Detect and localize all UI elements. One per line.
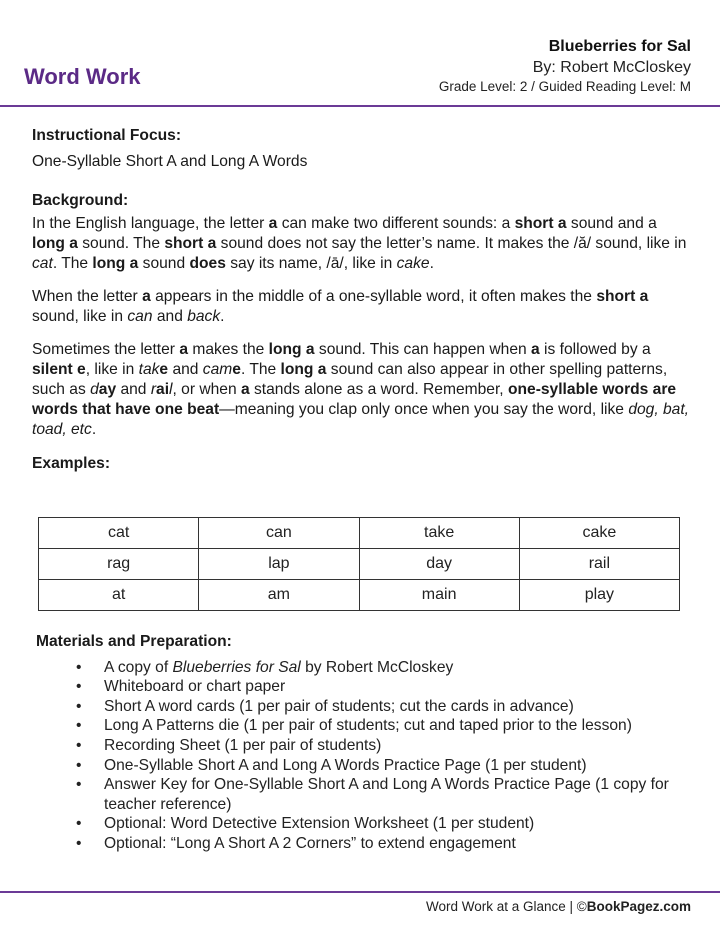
brand-name: BookPagez.com bbox=[586, 899, 691, 914]
footer-divider bbox=[0, 891, 720, 893]
table-cell: lap bbox=[199, 549, 359, 580]
examples-table bbox=[38, 517, 680, 611]
table-cell: at bbox=[39, 580, 199, 611]
table-row bbox=[39, 518, 680, 549]
table-cell: can bbox=[199, 518, 359, 549]
table-cell: cake bbox=[519, 518, 679, 549]
bullet: • bbox=[76, 678, 82, 696]
examples-heading: Examples: bbox=[32, 455, 111, 472]
list-item: • Optional: “Long A Short A 2 Corners” to extend engagement bbox=[76, 834, 516, 852]
list-item: • Whiteboard or chart paper bbox=[76, 678, 286, 696]
background-paragraph-3: Sometimes the letter a makes the long a sound. This can happen when a is followed by a silent e, like in take and came. The long a sound can also appear in other spelling patterns, such as day and rail, or when a stands alone as a word. Remember, one-syllable words are words that have one beat—meaning you clap only once when you say the word, like dog, bat, toad, etc. bbox=[32, 341, 690, 438]
table-row bbox=[39, 549, 680, 580]
list-item: • Recording Sheet (1 per pair of students) bbox=[76, 736, 382, 754]
bullet: • bbox=[76, 815, 82, 833]
table-cell: rail bbox=[519, 549, 679, 580]
bullet: • bbox=[76, 834, 82, 852]
table-cell: am bbox=[199, 580, 359, 611]
table-cell: day bbox=[359, 549, 519, 580]
materials-heading: Materials and Preparation: bbox=[36, 633, 232, 650]
list-item: • Optional: Word Detective Extension Worksheet (1 per student) bbox=[76, 815, 535, 833]
section-title: Word Work bbox=[24, 64, 141, 89]
book-author: By: Robert McCloskey bbox=[532, 59, 691, 76]
bullet: • bbox=[76, 756, 82, 774]
bullet: • bbox=[76, 776, 82, 794]
list-item: • Short A word cards (1 per pair of students; cut the cards in advance) bbox=[76, 697, 574, 715]
page-header bbox=[0, 0, 720, 108]
bullet: • bbox=[76, 717, 82, 735]
table-cell: cat bbox=[39, 518, 199, 549]
bullet: • bbox=[76, 697, 82, 715]
materials-section bbox=[36, 632, 686, 854]
bullet: • bbox=[76, 736, 82, 754]
table-cell: play bbox=[519, 580, 679, 611]
main-content bbox=[32, 126, 692, 474]
background-paragraph-1: In the English language, the letter a can make two different sounds: a short a sound and a long a sound. The short a sound does not say the letter’s name. It makes the /ă/ sound, like in cat. The long a sound does say its name, /ā/, like in cake. bbox=[32, 215, 687, 272]
list-item: • One-Syllable Short A and Long A Words Practice Page (1 per student) bbox=[76, 756, 587, 774]
bullet: • bbox=[76, 658, 82, 676]
header-divider bbox=[0, 105, 720, 107]
focus-text: One-Syllable Short A and Long A Words bbox=[32, 153, 308, 170]
list-item: • A copy of Blueberries for Sal by Robert McCloskey bbox=[76, 658, 454, 676]
book-level: Grade Level: 2 / Guided Reading Level: M bbox=[438, 79, 691, 94]
table-cell: rag bbox=[39, 549, 199, 580]
materials-list bbox=[36, 658, 686, 854]
focus-heading: Instructional Focus: bbox=[32, 127, 182, 144]
list-item: • Answer Key for One-Syllable Short A and Long A Words Practice Page (1 copy for teacher reference) bbox=[76, 776, 669, 813]
list-item: • Long A Patterns die (1 per pair of students; cut and taped prior to the lesson) bbox=[76, 717, 632, 735]
background-paragraph-2: When the letter a appears in the middle of a one-syllable word, it often makes the short a sound, like in can and back. bbox=[32, 288, 649, 325]
page-footer: Word Work at a Glance | ©BookPagez.com bbox=[425, 899, 691, 914]
background-heading: Background: bbox=[32, 192, 129, 209]
book-title: Blueberries for Sal bbox=[548, 38, 691, 55]
table-cell: take bbox=[359, 518, 519, 549]
table-row bbox=[39, 580, 680, 611]
table-cell: main bbox=[359, 580, 519, 611]
